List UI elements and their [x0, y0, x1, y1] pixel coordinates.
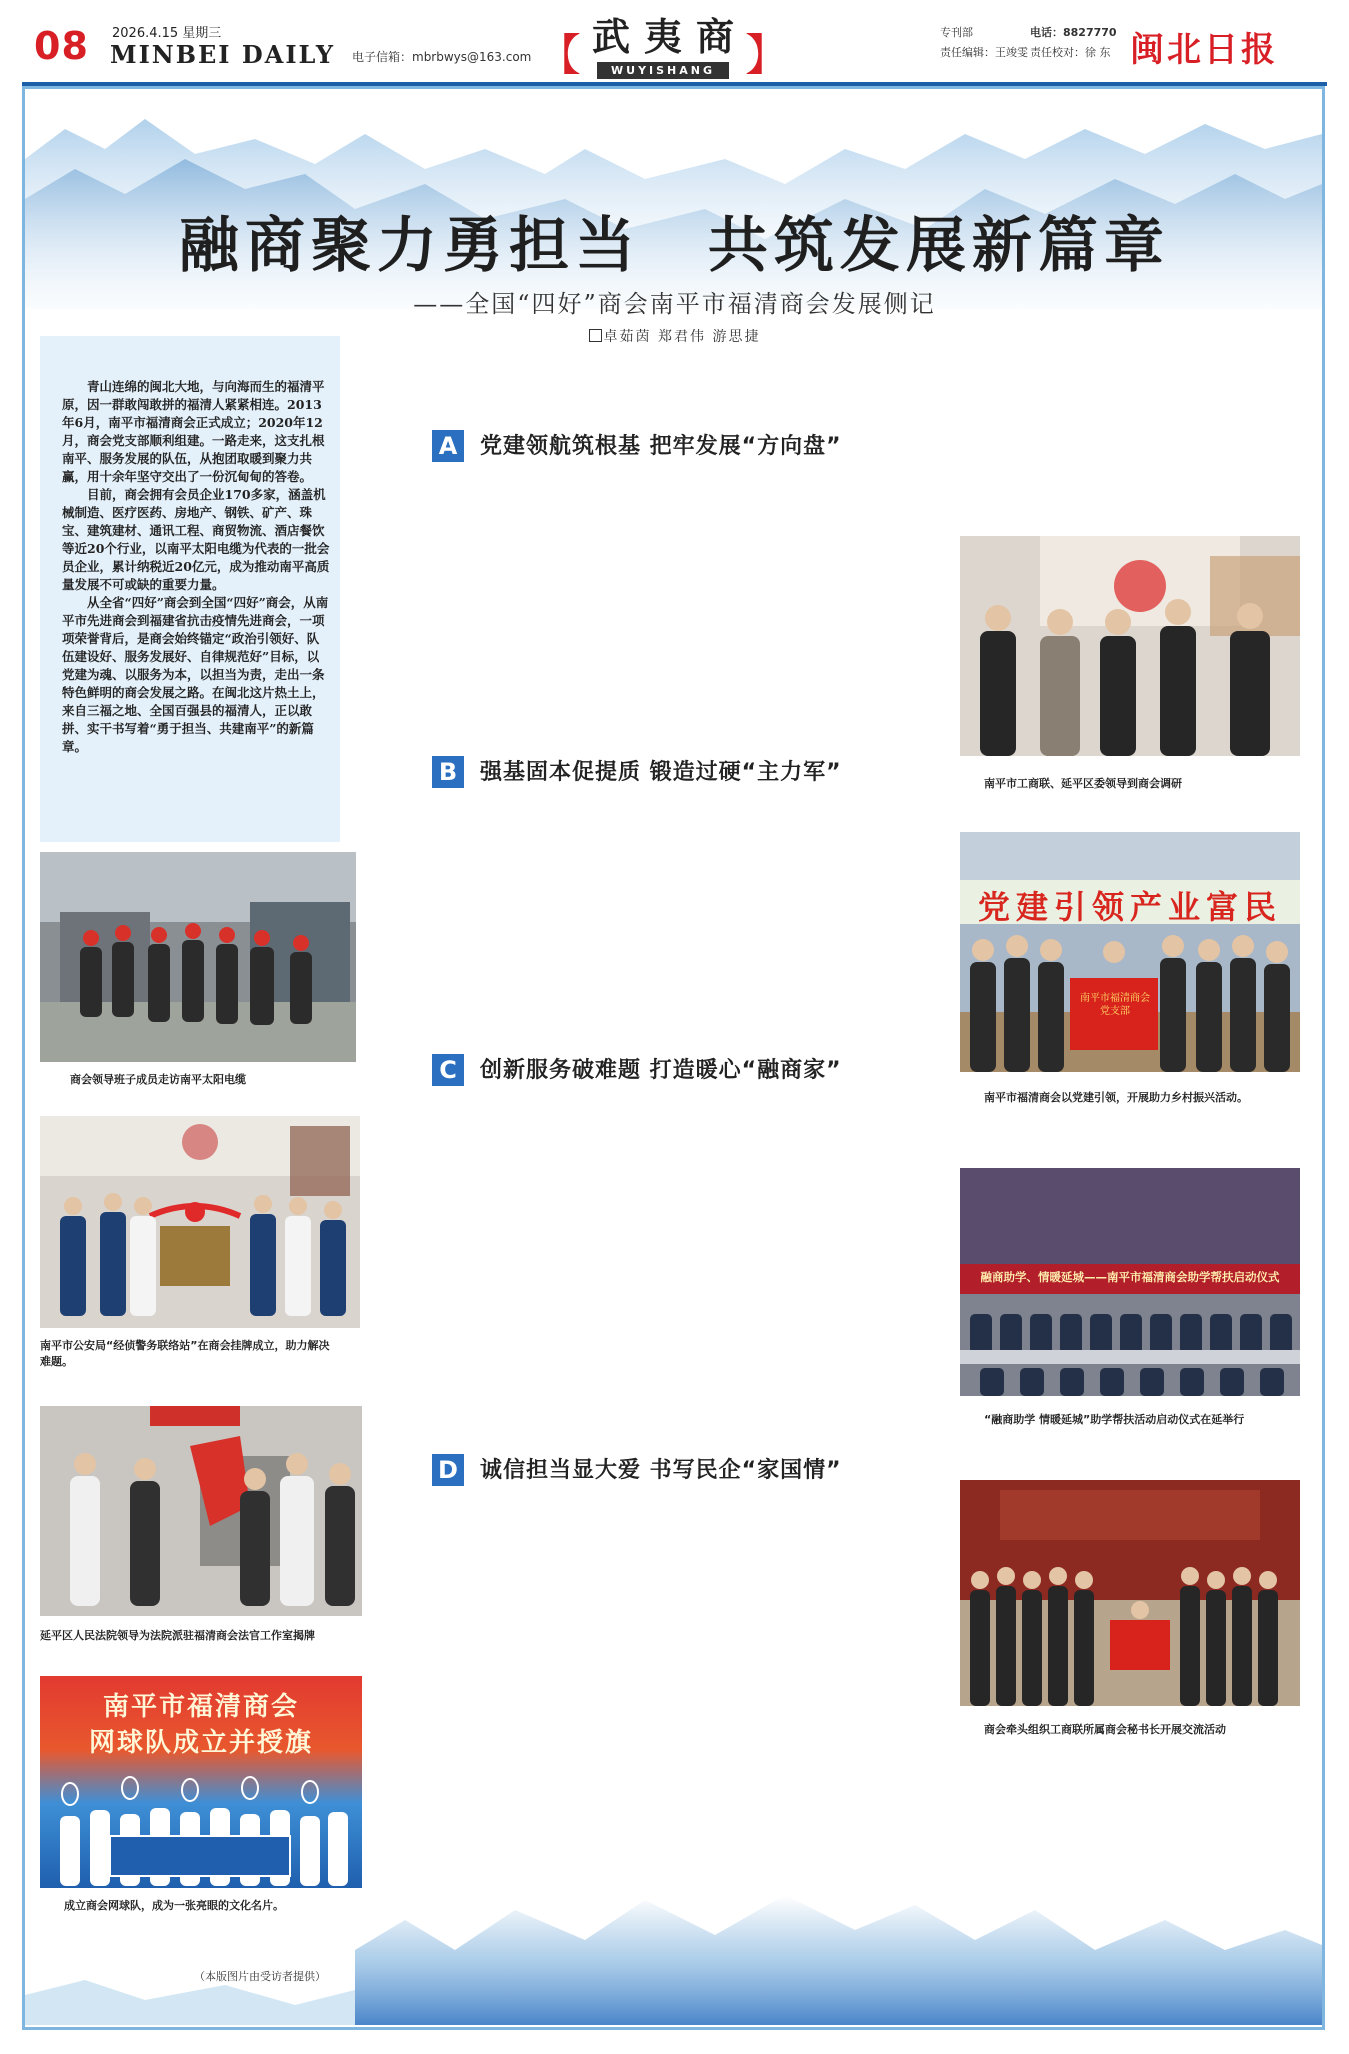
photo-credit-note: （本版图片由受访者提供） — [194, 1970, 326, 1983]
issue-date: 2026.4.15 星期三 — [112, 26, 222, 41]
assistance-audience — [960, 1294, 1300, 1396]
section-d-letter: D — [432, 1454, 464, 1486]
assistance-banner-text: 融商助学、情暖延城——南平市福清商会助学帮扶启动仪式 — [980, 1270, 1280, 1284]
photo-rural-revitalization — [960, 832, 1300, 1072]
photo-factory-visit — [40, 852, 356, 1062]
rural-flag-text: 南平市福清商会 党支部 — [1080, 993, 1150, 1017]
section-title-cn: 武夷商 — [591, 14, 748, 59]
headline: 融商聚力勇担当 共筑发展新篇章 — [179, 211, 1170, 281]
section-b-title: 强基固本促提质 锻造过硬“主力军” — [480, 760, 842, 785]
tennis-banner-line2: 网球队成立并授旗 — [88, 1728, 313, 1758]
section-d-column-1 — [415, 1506, 647, 1784]
intro-paragraph: 青山连绵的闽北大地，与向海而生的福清平原，因一群敢闯敢拼的福清人紧紧相连。2013年6月，南平市福清商会正式成立；2020年12月，商会党支部顺利组建。一路走来，这支扎根南平、服务发展的队伍，从抱团取暖到聚力共赢，用十余年坚守交出了一份沉甸甸的答卷。 — [62, 379, 325, 484]
mountain-decoration-bottom — [25, 1800, 1322, 2025]
section-c-heading — [432, 1052, 952, 1090]
section-nameplate — [537, 14, 789, 85]
caption-court-unveiling: 延平区人民法院领导为法院派驻福清商会法官工作室揭牌 — [40, 1629, 315, 1642]
section-a-heading — [432, 428, 952, 466]
bracket-right-icon: 】 — [745, 30, 789, 81]
section-a-title: 党建领航筑根基 把牢发展“方向盘” — [480, 434, 842, 459]
email-contact: 电子信箱：mbrbwys@163.com — [352, 50, 532, 64]
rural-banner-text: 党建引领产业富民 — [977, 888, 1282, 926]
caption-education-assistance: “融商助学 情暖延城”助学帮扶活动启动仪式在延举行 — [984, 1413, 1245, 1426]
caption-tennis-team: 成立商会网球队，成为一张亮眼的文化名片。 — [64, 1899, 284, 1912]
section-title-en: WUYISHANG — [597, 62, 729, 79]
section-b-letter: B — [432, 756, 464, 788]
assistance-stage — [960, 1168, 1300, 1268]
bracket-left-icon: 【 — [537, 30, 581, 81]
photo-leaders-visit — [960, 536, 1300, 756]
byline-box-icon — [589, 329, 602, 342]
editor-credit: 责任编辑：王竣雯 — [940, 46, 1028, 59]
section-c-letter: C — [432, 1054, 464, 1086]
section-b-column-1 — [415, 806, 647, 1006]
photo-education-assistance — [960, 1168, 1300, 1396]
intro-paragraph: 从全省“四好”商会到全国“四好”商会，从南平市先进商会到福建省抗击疫情先进商会，一项项荣誉背后，是商会始终锚定“政治引领好、队伍建设好、服务发展好、自律规范好”目标，以党建为魂、以服务为本，以担当为责，走出一条特色鲜明的商会发展之路。在闽北这片热土上，来自三福之地、全国百强县的福清人，正以敢拼、实干书写着“勇于担当、共建南平”的新篇章。 — [62, 595, 329, 754]
page-number: 08 — [34, 24, 89, 68]
byline-authors: 卓茹茵 郑君伟 游思捷 — [603, 329, 761, 345]
section-a-letter: A — [432, 430, 464, 462]
caption-leaders-visit: 南平市工商联、延平区委领导到商会调研 — [984, 777, 1182, 790]
caption-factory-visit: 商会领导班子成员走访南平太阳电缆 — [70, 1073, 246, 1086]
section-d-heading — [432, 1452, 952, 1490]
section-c-column-1 — [415, 1106, 647, 1402]
section-b-column-2 — [678, 806, 940, 1006]
caption-police-plaque: 南平市公安局“经侦警务联络站”在商会挂牌成立，助力解决难题。 — [40, 1339, 330, 1368]
section-a-column-1 — [415, 478, 647, 706]
section-d-title: 诚信担当显大爱 书写民企“家国情” — [480, 1458, 842, 1483]
photo-police-plaque — [40, 1116, 360, 1328]
proofreader-credit: 责任校对：徐 东 — [1030, 46, 1111, 59]
section-d-column-2 — [678, 1506, 940, 1784]
intro-box — [40, 336, 340, 842]
photo-secretaries-exchange — [960, 1480, 1300, 1706]
section-b-heading — [432, 754, 952, 792]
newspaper-logo: 闽北日报 — [1130, 30, 1278, 70]
tennis-banner-line1: 南平市福清商会 — [102, 1692, 299, 1722]
paper-name-en: MINBEI DAILY — [110, 40, 336, 69]
section-c-title: 创新服务破难题 打造暖心“融商家” — [480, 1058, 842, 1083]
photo-court-unveiling — [40, 1406, 362, 1616]
caption-rural-revitalization: 南平市福清商会以党建引领，开展助力乡村振兴活动。 — [984, 1091, 1248, 1104]
phone-number: 电话：8827770 — [1030, 26, 1117, 39]
section-c-column-2 — [678, 1106, 940, 1402]
subheadline: ——全国“四好”商会南平市福清商会发展侧记 — [413, 290, 936, 318]
hotline-label: 专刊部 — [940, 26, 973, 39]
intro-paragraph: 目前，商会拥有会员企业170多家，涵盖机械制造、医疗医药、房地产、钢铁、矿产、珠宝、建筑建材、通讯工程、商贸物流、酒店餐饮等近20个行业，以南平太阳电缆为代表的一批会员企业，累计纳税近20亿元，成为推动南平高质量发展不可或缺的重要力量。 — [62, 487, 330, 592]
caption-secretaries-exchange: 商会牵头组织工商联所属商会秘书长开展交流活动 — [984, 1723, 1226, 1736]
intro-text — [62, 378, 330, 756]
section-a-column-2 — [678, 478, 940, 706]
